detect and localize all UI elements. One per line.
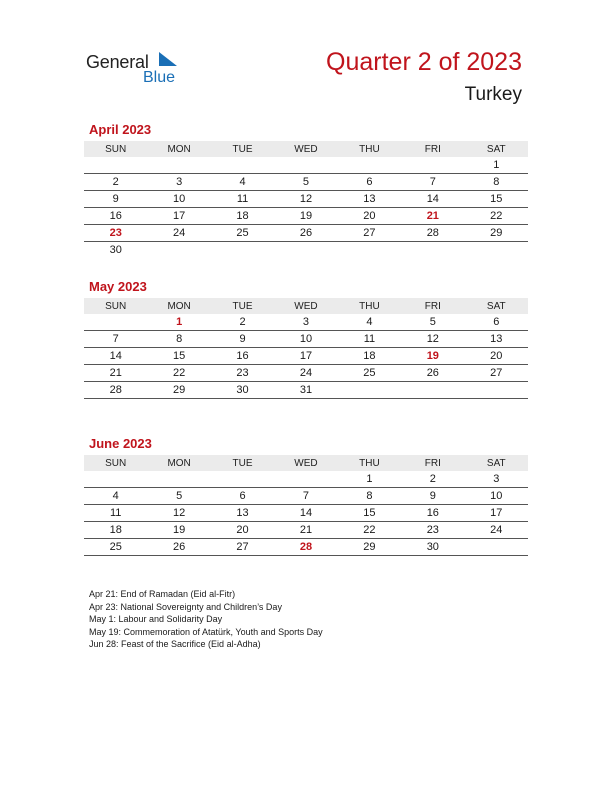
day-cell: 28 — [84, 382, 147, 399]
day-cell: 10 — [147, 191, 210, 208]
day-cell: 27 — [338, 225, 401, 242]
day-cell: 20 — [338, 208, 401, 225]
day-cell: 23 — [401, 522, 464, 539]
day-cell — [338, 242, 401, 259]
day-cell: 20 — [211, 522, 274, 539]
month-may — [84, 279, 528, 415]
day-cell: 14 — [84, 348, 147, 365]
weekday-header: THU — [338, 455, 401, 471]
day-cell: 25 — [338, 365, 401, 382]
holiday-note: Jun 28: Feast of the Sacrifice (Eid al-Adha) — [89, 639, 261, 649]
day-cell: 12 — [274, 191, 337, 208]
day-cell: 6 — [211, 488, 274, 505]
day-cell: 2 — [401, 471, 464, 488]
calendar-grid — [84, 141, 528, 258]
weekday-header: FRI — [401, 455, 464, 471]
day-cell — [147, 242, 210, 259]
day-cell: 19 — [274, 208, 337, 225]
week-row — [84, 208, 528, 225]
day-cell: 31 — [274, 382, 337, 399]
day-cell: 7 — [274, 488, 337, 505]
week-row — [84, 365, 528, 382]
day-cell: 17 — [147, 208, 210, 225]
day-cell: 5 — [147, 488, 210, 505]
day-cell: 28 — [274, 539, 337, 556]
day-cell: 15 — [465, 191, 528, 208]
day-cell — [401, 242, 464, 259]
day-cell — [84, 471, 147, 488]
day-cell: 9 — [84, 191, 147, 208]
day-cell: 11 — [84, 505, 147, 522]
day-cell: 19 — [401, 348, 464, 365]
day-cell: 4 — [84, 488, 147, 505]
week-row — [84, 522, 528, 539]
day-cell: 19 — [147, 522, 210, 539]
day-cell — [465, 539, 528, 556]
day-cell: 17 — [465, 505, 528, 522]
day-cell: 6 — [338, 174, 401, 191]
day-cell: 7 — [401, 174, 464, 191]
day-cell: 30 — [109, 244, 122, 256]
weekday-header: TUE — [211, 455, 274, 471]
day-cell: 30 — [401, 539, 464, 556]
day-cell: 10 — [274, 331, 337, 348]
day-cell: 18 — [211, 208, 274, 225]
day-cell: 8 — [147, 331, 210, 348]
day-cell: 16 — [211, 348, 274, 365]
week-row — [84, 331, 528, 348]
holiday-note: May 19: Commemoration of Atatürk, Youth and Sports Day — [89, 626, 323, 637]
day-cell: 12 — [401, 331, 464, 348]
day-cell — [338, 556, 401, 573]
month-june — [84, 436, 528, 572]
day-cell: 22 — [338, 522, 401, 539]
day-cell: 8 — [338, 488, 401, 505]
day-cell: 22 — [465, 208, 528, 225]
month-title: April 2023 — [89, 122, 152, 137]
day-cell — [274, 242, 337, 259]
calendar-grid — [84, 298, 528, 415]
day-cell: 16 — [401, 505, 464, 522]
day-cell — [401, 157, 464, 174]
day-cell — [401, 556, 464, 573]
logo-triangle-icon — [157, 50, 179, 68]
day-cell: 20 — [465, 348, 528, 365]
day-cell — [211, 242, 274, 259]
weekday-header: SUN — [84, 455, 147, 471]
day-cell: 3 — [147, 174, 210, 191]
day-cell: 11 — [338, 331, 401, 348]
day-cell: 18 — [338, 348, 401, 365]
day-cell: 30 — [211, 382, 274, 399]
day-cell — [211, 471, 274, 488]
day-cell: 3 — [274, 314, 337, 331]
day-cell: 1 — [465, 157, 528, 174]
weekday-header: THU — [338, 141, 401, 157]
day-cell — [465, 399, 528, 416]
week-row — [84, 191, 528, 208]
day-cell — [211, 399, 274, 416]
week-row — [84, 348, 528, 365]
day-cell: 27 — [211, 539, 274, 556]
weekday-header: TUE — [211, 298, 274, 314]
weekday-header: WED — [274, 298, 337, 314]
day-cell: 9 — [211, 331, 274, 348]
day-cell: 27 — [465, 365, 528, 382]
day-cell: 29 — [147, 382, 210, 399]
week-row — [84, 539, 528, 556]
day-cell — [274, 471, 337, 488]
day-cell — [338, 382, 401, 399]
day-cell — [147, 471, 210, 488]
weekday-header: WED — [274, 141, 337, 157]
day-cell — [147, 399, 210, 416]
weekday-header: MON — [147, 141, 210, 157]
day-cell — [338, 157, 401, 174]
day-cell: 12 — [147, 505, 210, 522]
day-cell: 21 — [274, 522, 337, 539]
weekday-header: SAT — [465, 141, 528, 157]
month-april — [84, 122, 528, 258]
day-cell — [84, 556, 147, 573]
day-cell: 8 — [465, 174, 528, 191]
day-cell: 3 — [465, 471, 528, 488]
month-title: May 2023 — [89, 279, 147, 294]
day-cell — [84, 399, 147, 416]
day-cell: 2 — [84, 174, 147, 191]
day-cell — [84, 157, 147, 174]
day-cell: 17 — [274, 348, 337, 365]
day-cell — [465, 556, 528, 573]
logo — [86, 50, 196, 90]
day-cell — [274, 157, 337, 174]
day-cell: 13 — [465, 331, 528, 348]
day-cell — [274, 556, 337, 573]
month-title: June 2023 — [89, 436, 152, 451]
week-row — [84, 157, 528, 174]
day-cell: 14 — [274, 505, 337, 522]
day-cell: 26 — [147, 539, 210, 556]
weekday-header: SUN — [84, 141, 147, 157]
day-cell: 21 — [84, 365, 147, 382]
day-cell: 16 — [84, 208, 147, 225]
week-row — [84, 242, 528, 259]
week-row — [84, 382, 528, 399]
day-cell — [401, 399, 464, 416]
week-row — [84, 505, 528, 522]
week-row — [84, 225, 528, 242]
weekday-header: WED — [274, 455, 337, 471]
day-cell: 23 — [211, 365, 274, 382]
day-cell: 24 — [274, 365, 337, 382]
day-cell: 13 — [211, 505, 274, 522]
holiday-note: Apr 23: National Sovereignty and Children’s Day — [89, 601, 282, 612]
day-cell: 28 — [401, 225, 464, 242]
day-cell: 25 — [211, 225, 274, 242]
calendar-grid — [84, 455, 528, 572]
day-cell: 5 — [274, 174, 337, 191]
weekday-header: MON — [147, 298, 210, 314]
day-cell — [274, 399, 337, 416]
day-cell: 15 — [147, 348, 210, 365]
week-row — [84, 174, 528, 191]
holiday-note: May 1: Labour and Solidarity Day — [89, 614, 223, 624]
day-cell: 23 — [84, 225, 147, 242]
day-cell: 18 — [84, 522, 147, 539]
day-cell: 9 — [401, 488, 464, 505]
day-cell: 29 — [338, 539, 401, 556]
day-cell: 24 — [465, 522, 528, 539]
weekday-header: THU — [338, 298, 401, 314]
weekday-header: TUE — [211, 141, 274, 157]
logo-word-blue: Blue — [143, 69, 176, 86]
week-row — [84, 556, 528, 573]
day-cell: 26 — [401, 365, 464, 382]
day-cell: 10 — [465, 488, 528, 505]
day-cell — [401, 382, 464, 399]
week-row — [84, 471, 528, 488]
day-cell: 29 — [465, 225, 528, 242]
week-row — [84, 399, 528, 416]
day-cell: 14 — [401, 191, 464, 208]
day-cell: 6 — [465, 314, 528, 331]
day-cell: 4 — [338, 314, 401, 331]
day-cell: 26 — [274, 225, 337, 242]
holiday-note: Apr 21: End of Ramadan (Eid al-Fitr) — [89, 589, 236, 599]
day-cell: 11 — [211, 191, 274, 208]
day-cell: 24 — [147, 225, 210, 242]
logo-word-general: General — [86, 52, 149, 72]
day-cell: 22 — [147, 365, 210, 382]
week-row — [84, 488, 528, 505]
country-name: Turkey — [464, 84, 522, 105]
weekday-header: MON — [147, 455, 210, 471]
day-cell — [147, 157, 210, 174]
day-cell — [147, 556, 210, 573]
day-cell: 13 — [338, 191, 401, 208]
weekday-header: SAT — [465, 455, 528, 471]
day-cell: 1 — [338, 471, 401, 488]
day-cell — [338, 399, 401, 416]
day-cell: 2 — [211, 314, 274, 331]
day-cell: 15 — [338, 505, 401, 522]
day-cell: 4 — [211, 174, 274, 191]
page-title: Quarter 2 of 2023 — [326, 48, 522, 76]
day-cell — [211, 556, 274, 573]
holiday-notes — [89, 588, 323, 651]
day-cell — [465, 242, 528, 259]
weekday-header: SAT — [465, 298, 528, 314]
weekday-header: SUN — [84, 298, 147, 314]
day-cell: 1 — [147, 314, 210, 331]
day-cell — [84, 314, 147, 331]
day-cell: 7 — [84, 331, 147, 348]
day-cell — [211, 157, 274, 174]
day-cell: 5 — [401, 314, 464, 331]
day-cell: 25 — [84, 539, 147, 556]
week-row — [84, 314, 528, 331]
day-cell: 21 — [401, 208, 464, 225]
day-cell — [465, 382, 528, 399]
weekday-header: FRI — [401, 141, 464, 157]
weekday-header: FRI — [401, 298, 464, 314]
